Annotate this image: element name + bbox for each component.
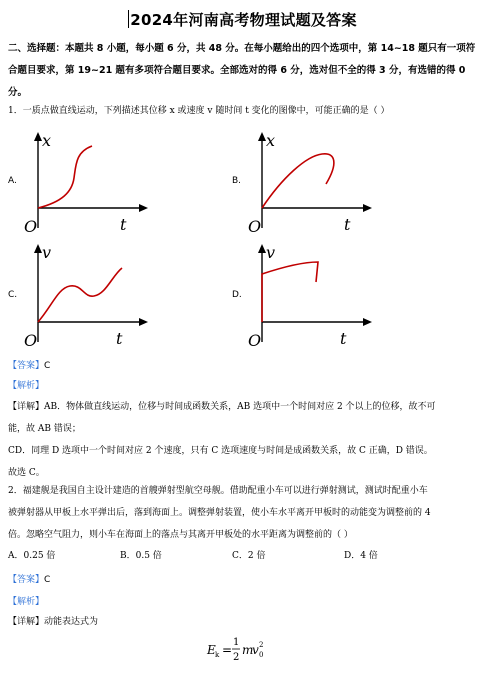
option-b-origin: O [248, 217, 262, 236]
option-a-curve [38, 146, 92, 208]
option-a-label: A. [8, 176, 17, 186]
q1-detail-line-4: 故选 C。 [8, 468, 45, 478]
option-d-graph [246, 240, 376, 350]
q2-answer-value: C [44, 575, 51, 585]
q2-stem [8, 480, 478, 546]
option-d-y-axis: v [266, 243, 276, 262]
q2-analysis-tag: 【解析】 [8, 597, 45, 607]
option-c-label: C. [8, 290, 18, 300]
q1-detail-line-1 [8, 396, 478, 418]
formula-exponent: 2 [259, 641, 264, 649]
option-c-y-axis: v [42, 243, 52, 262]
option-d-x-axis: t [340, 329, 347, 348]
q1-detail-line-3: CD．同理 D 选项中一个时间对应 2 个速度，只有 C 选项速度与时间是成函数关系，故 C 正确，D 错误。 [8, 446, 433, 456]
q2-analysis [8, 594, 44, 607]
option-c-origin: O [24, 331, 38, 350]
q2-line-3: 倍。忽略空气阻力，则小车在海面上的落点与其离开甲板处的水平距离为调整前的（ ） [8, 530, 353, 540]
section-line-2: 合题目要求，第 19~21 题有多项符合题目要求。全部选对的得 6 分，选对但不全的得 3 分，有选错的得 0 [8, 65, 466, 76]
q2-choices [8, 548, 478, 564]
option-a-graph [22, 128, 152, 236]
formula-equals: = [222, 643, 233, 657]
option-d-label: D. [232, 290, 242, 300]
option-c-curve [38, 268, 122, 322]
kinetic-energy-formula [205, 632, 275, 666]
q1-detail-line-2: 能，故 AB 错误； [8, 424, 81, 434]
q2-detail-text-1: 动能表达式为 [44, 617, 99, 627]
q2-choice-b: B．0.5 倍 [120, 551, 162, 561]
page-title: 2024年河南高考物理试题及答案 [130, 11, 357, 29]
q1-analysis [8, 378, 44, 391]
option-b-x-axis: t [344, 215, 351, 234]
formula-denominator: 2 [233, 652, 240, 663]
option-a-y-axis: x [42, 131, 52, 150]
formula-lhs-sub: k [215, 651, 220, 659]
q1-answer-tag: 【答案】 [8, 361, 45, 371]
q1-detail-tag: 【详解】 [8, 402, 45, 412]
section-line-1: 二、选择题：本题共 8 小题，每小题 6 分，共 48 分。在每小题给出的四个选项中，第 14~18 题只有一项符 [8, 43, 476, 54]
q1-stem: 1．一质点做直线运动，下列描述其位移 x 或速度 v 随时间 t 变化的图像中，可能正确的是（ ） [8, 106, 390, 116]
option-b-graph [246, 128, 376, 236]
option-b-y-axis: x [266, 131, 276, 150]
option-a-origin: O [24, 217, 38, 236]
formula-numerator: 1 [233, 637, 240, 648]
q2-answer-tag: 【答案】 [8, 575, 45, 585]
q2-answer [8, 572, 50, 585]
option-d-origin: O [248, 331, 262, 350]
q1-answer-value: C [44, 361, 51, 371]
option-a-x-axis: t [120, 215, 127, 234]
formula-velocity: v [252, 643, 259, 657]
option-c-x-axis: t [116, 329, 123, 348]
q1-answer [8, 358, 50, 371]
q2-detail [8, 614, 98, 627]
formula-velocity-sub: 0 [259, 651, 264, 659]
q2-choice-c: C．2 倍 [232, 551, 266, 561]
section-instructions [8, 38, 476, 104]
q1-detail [8, 396, 478, 484]
q2-detail-tag: 【详解】 [8, 617, 45, 627]
formula-lhs: E [207, 643, 216, 657]
section-line-3: 分。 [8, 87, 28, 98]
q2-choice-a: A．0.25 倍 [8, 551, 56, 561]
q1-detail-text-1: AB．物体做直线运动，位移与时间成函数关系，AB 选项中一个时间对应 2 个以上的位移，故不可 [44, 402, 436, 412]
option-b-curve [262, 154, 334, 208]
q2-line-2: 被弹射器从甲板上水平弹出后，落到海面上。调整弹射装置，使小车水平离开甲板时的动能变为调整前的 4 [8, 508, 431, 518]
q2-line-1: 2．福建舰是我国自主设计建造的首艘弹射型航空母舰。借助配重小车可以进行弹射测试，测试时配重小车 [8, 486, 428, 496]
option-b-label: B. [232, 176, 242, 186]
formula-mass: m [242, 643, 254, 657]
q1-analysis-tag: 【解析】 [8, 381, 45, 391]
q2-choice-d: D．4 倍 [344, 551, 378, 561]
option-c-graph [22, 240, 152, 350]
option-d-curve [262, 262, 318, 322]
